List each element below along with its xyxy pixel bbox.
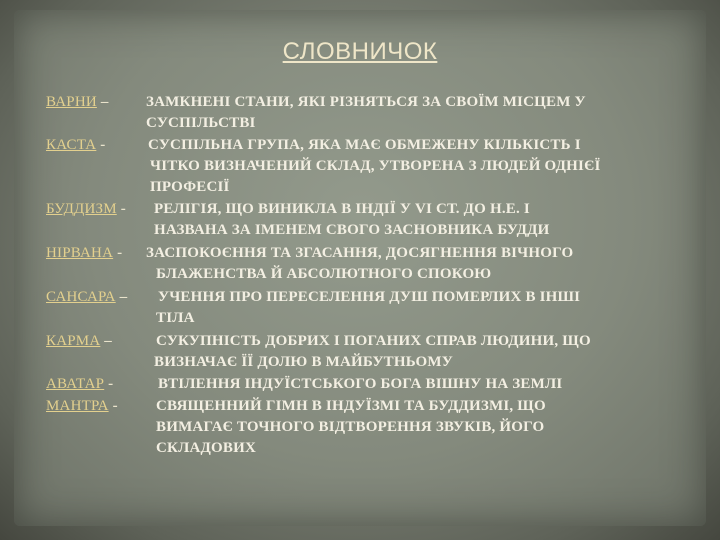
entry-definition-line: ТІЛА bbox=[156, 310, 195, 326]
entry-definition-line: УЧЕННЯ ПРО ПЕРЕСЕЛЕННЯ ДУШ ПОМЕРЛИХ В ІНШІ bbox=[158, 289, 581, 305]
entry-definition-line: СКЛАДОВИХ bbox=[156, 440, 257, 456]
entry-separator: - bbox=[116, 201, 126, 217]
entry-definition-line: ЗАСПОКОЄННЯ ТА ЗГАСАННЯ, ДОСЯГНЕННЯ ВІЧНОГО bbox=[146, 245, 574, 261]
entry-separator: - bbox=[108, 398, 118, 414]
entry-term: АВАТАР bbox=[46, 376, 105, 392]
entry-definition-line: НАЗВАНА ЗА ІМЕНЕМ СВОГО ЗАСНОВНИКА БУДДИ bbox=[154, 222, 550, 238]
entry-definition-line: БЛАЖЕНСТВА Й АБСОЛЮТНОГО СПОКОЮ bbox=[156, 266, 492, 282]
entry-term: МАНТРА bbox=[46, 398, 109, 414]
entry-definition-line: ЧІТКО ВИЗНАЧЕНИЙ СКЛАД, УТВОРЕНА З ЛЮДЕЙ ОДНІЄЇ bbox=[150, 158, 601, 174]
entry-separator: - bbox=[113, 245, 123, 261]
entry-definition-line: ВТІЛЕННЯ ІНДУЇСТСЬКОГО БОГА ВІШНУ НА ЗЕМЛІ bbox=[158, 376, 563, 392]
entry-definition-line: СВЯЩЕННИЙ ГІМН В ІНДУЇЗМІ ТА БУДДИЗМІ, ЩО bbox=[156, 398, 546, 414]
entry-term: НІРВАНА bbox=[46, 245, 114, 261]
entry-definition-line: РЕЛІГІЯ, ЩО ВИНИКЛА В ІНДІЇ У VI СТ. ДО Н.Е. І bbox=[154, 201, 530, 217]
entry-definition-line: ЗАМКНЕНІ СТАНИ, ЯКІ РІЗНЯТЬСЯ ЗА СВОЇМ МІСЦЕМ У bbox=[146, 94, 586, 110]
page-title: СЛОВНИЧОК bbox=[282, 38, 438, 65]
entry-term: КАРМА bbox=[46, 333, 101, 349]
entry-definition-line: СУКУПНІСТЬ ДОБРИХ І ПОГАНИХ СПРАВ ЛЮДИНИ, ЩО bbox=[156, 333, 591, 349]
entry-definition-line: СУСПІЛЬНА ГРУПА, ЯКА МАЄ ОБМЕЖЕНУ КІЛЬКІСТЬ І bbox=[148, 137, 581, 153]
entry-term: БУДДИЗМ bbox=[46, 201, 117, 217]
entry-separator: - bbox=[96, 137, 106, 153]
entry-separator: – bbox=[100, 333, 113, 349]
entry-definition-line: ВИМАГАЄ ТОЧНОГО ВІДТВОРЕННЯ ЗВУКІВ, ЙОГО bbox=[156, 419, 545, 435]
entry-definition-line: ПРОФЕСІЇ bbox=[150, 179, 230, 195]
entry-separator: - bbox=[104, 376, 114, 392]
entry-separator: – bbox=[96, 94, 109, 110]
entry-term: ВАРНИ bbox=[46, 94, 97, 110]
entry-definition-line: ВИЗНАЧАЄ ЇЇ ДОЛЮ В МАЙБУТНЬОМУ bbox=[154, 354, 453, 370]
entry-term: САНСАРА bbox=[46, 289, 116, 305]
entry-definition-line: СУСПІЛЬСТВІ bbox=[146, 115, 256, 131]
entry-term: КАСТА bbox=[46, 137, 97, 153]
entry-separator: – bbox=[115, 289, 128, 305]
